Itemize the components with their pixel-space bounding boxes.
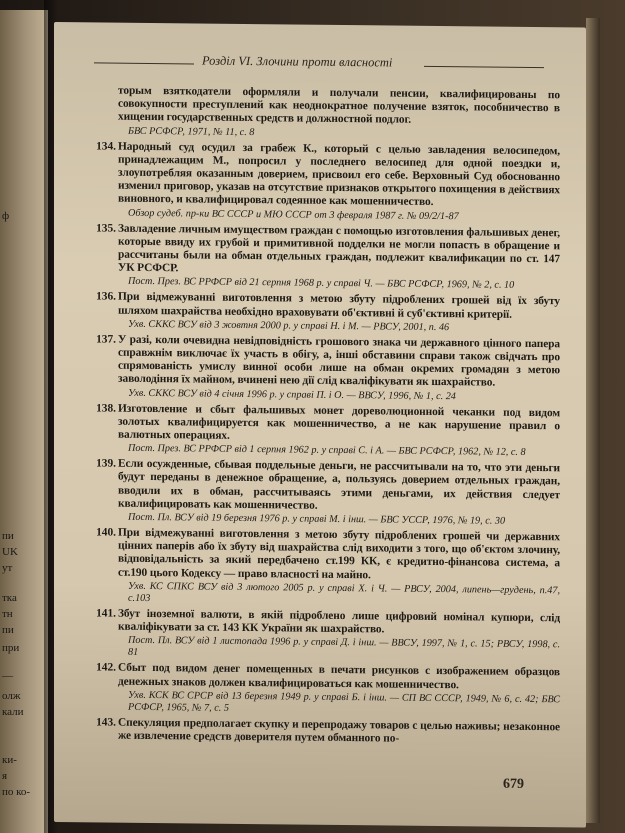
margin-fragment: тн: [2, 608, 13, 620]
entry-source: Пост. Пл. ВСУ від 1 листопада 1996 р. у справі Д. і інш. — ВВСУ, 1997, № 1, с. 15; РВСУ, 1998, с. 81: [128, 635, 560, 659]
margin-fragment: тка: [2, 592, 17, 604]
entry-text: Спекуляция предполагает скупку и перепродажу товаров с целью наживы; незаконное же извлечение средств доверителя путем обманного по-: [118, 716, 560, 745]
entry-number: 140.: [96, 526, 116, 539]
entry-number: 142.: [96, 661, 116, 674]
entry-number: 138.: [96, 402, 116, 415]
book-page: [54, 22, 586, 828]
entry-136: [96, 291, 560, 335]
entry-135: [96, 222, 560, 293]
entry-number: 137.: [96, 333, 116, 346]
entry-134: [96, 140, 560, 224]
left-page-edge: [0, 10, 48, 833]
margin-fragment: —: [2, 670, 13, 682]
header-title: Розділ VI. Злочини проти власності: [202, 53, 393, 70]
entry-number: 136.: [96, 290, 116, 304]
entry-source: Обзор судеб. пр-ки ВС СССР и МЮ СССР от 3 февраля 1987 г. № 09/2/1-87: [128, 207, 459, 222]
entry-140: [96, 527, 560, 610]
entry-text: Изготовление и сбыт фальшивых монет дореволюционной чеканки под видом золотых квалифицируется как мошенничество, а не как нарушение правил о валютных операциях.: [118, 402, 560, 442]
margin-fragment: пи: [2, 624, 14, 636]
margin-fragment: ут: [2, 562, 13, 574]
margin-fragment: ки-: [2, 754, 17, 766]
entry-source: Ухв. СККС ВСУ від 4 січня 1996 р. у справі П. і О. — ВВСУ, 1996, № 1, с. 24: [128, 387, 456, 402]
margin-fragment: при: [2, 642, 20, 654]
entry-text: Збут іноземної валюти, в якій підроблено лише цифровий номінал купюри, слід кваліфікувати за ст. 143 КК України як шахрайство.: [118, 607, 560, 636]
entry-number: 134.: [96, 140, 116, 153]
entry-138: [96, 402, 560, 459]
margin-fragment: UK: [2, 546, 18, 558]
margin-fragment: кали: [2, 706, 24, 718]
page-number: 679: [503, 776, 524, 792]
header-rule-right: [424, 66, 544, 68]
entry-text: Завладение личным имуществом граждан с помощью изготовления фальшивых денег, которые ввиду их грубой и примитивной подделки не могли попасть в обращение и рассчитаны были на обман отдельных граждан, подлежит квалификации по ст. 147 УК РСФСР.: [118, 222, 560, 275]
margin-fragment: пи: [2, 530, 14, 542]
entry-source: Ухв. КСК ВС СРСР від 13 березня 1949 р. у справі Б. і інш. — СП ВС СССР, 1949, № 6, с. 42; БВС РСФСР, 1965, № 7, с. 5: [128, 689, 560, 714]
entry-142: [96, 662, 560, 718]
margin-fragment: я: [2, 770, 8, 782]
entry-text: Если осужденные, сбывая поддельные деньги, не рассчитывали на то, что эти деньги будут переданы в денежное обращение, а, пользуясь доверием отдельных граждан, вводили их в обман, рассчитываясь этими деньгами, их действия следует квалифицировать как мошенничество.: [118, 457, 560, 512]
page-edge: [586, 18, 600, 823]
entry-text: торым взяткодатели оформляли и получали пенсии, квалифицированы по совокупности преступлений как неоднократное получение взяток, пособничество в хищении государственных средств и должностной подлог.: [118, 84, 560, 127]
margin-fragment: ф: [2, 210, 10, 222]
entry-137: [96, 333, 560, 404]
entry-text: При відмежуванні виготовлення з метою збуту підроблених грошей від їх збуту шляхом шахрайства необхідно враховувати об'єктивні й суб'єктивні критерії.: [118, 291, 560, 321]
entry-source: БВС РСФСР, 1971, № 11, с. 8: [128, 125, 255, 138]
margin-fragment: по ко-: [2, 786, 31, 798]
margin-fragment: олж: [2, 690, 21, 702]
entry-number: 141.: [96, 607, 116, 620]
entry-141: [96, 607, 560, 663]
entry-139: [96, 458, 560, 529]
header-rule-left: [94, 62, 194, 64]
entry-source: Пост. Пл. ВСУ від 19 березня 1976 р. у справі М. і інш. — БВС УССР, 1976, № 19, с. 30: [128, 511, 506, 527]
entry-source: Ухв. СККС ВСУ від 3 жовтня 2000 р. у справі Н. і М. — РВСУ, 2001, п. 46: [128, 318, 450, 333]
entry-source: Пост. През. ВС РРФСР від 21 серпня 1968 р. у справі Ч. — БВС РСФСР, 1969, № 2, с. 10: [128, 276, 515, 292]
entry-text: Сбыт под видом денег помещенных в печати рисунков с изображением образцов денежных знаков должен квалифицироваться как мошенничество.: [118, 661, 560, 691]
running-header: [94, 50, 544, 75]
entry-text: У разі, коли очевидна невідповідність грошового знака чи державного цінного папера справжнім виключає їх участь в обігу, а, інші обставини справи також свідчать про спрямованість умислу винної особи лише на обман окремих громадян з метою заволодіння їх майном, вчинені нею дії слід кваліфікувати як шахрайство.: [118, 333, 560, 390]
entry-text: Народный суд осудил за грабеж К., который с целью завладения велосипедом, принадлежащим М., попросил у последнего велосипед для одной поездки и, злоупотребляя оказанным доверием, присвоил его себе. Верховный Суд обоснованно изменил приговор, указав на отсутствие признаков открытого похищения в действиях виновного, и квалифицировал содеянное как мошенничество.: [118, 140, 560, 209]
entry-source: Ухв. КС СПКС ВСУ від 3 лютого 2005 р. у справі Х. і Ч. — РВСУ, 2004, липень—грудень, п.47, с.103: [128, 580, 560, 604]
entry-text: При відмежуванні виготовлення з метою збуту підроблених грошей чи державних цінних паперів або їх збуту від шахрайства слід виходити з того, що об'єктом злочину, відповідальність за який передбачено ст.199 КК, є кредитно-фінансова система, а ст.190 цього Кодексу — право власності на майно.: [118, 526, 560, 582]
entry-continued: [96, 84, 560, 141]
entry-143: [96, 716, 560, 747]
page-content: [96, 84, 560, 750]
entry-number: 143.: [96, 716, 116, 729]
entry-source: Пост. През. ВС РРФСР від 1 серпня 1962 р. у справі С. і А. — БВС РСФСР, 1962, № 12, с. 8: [128, 443, 526, 459]
entry-number: 139.: [96, 457, 116, 470]
entry-number: 135.: [96, 222, 116, 235]
